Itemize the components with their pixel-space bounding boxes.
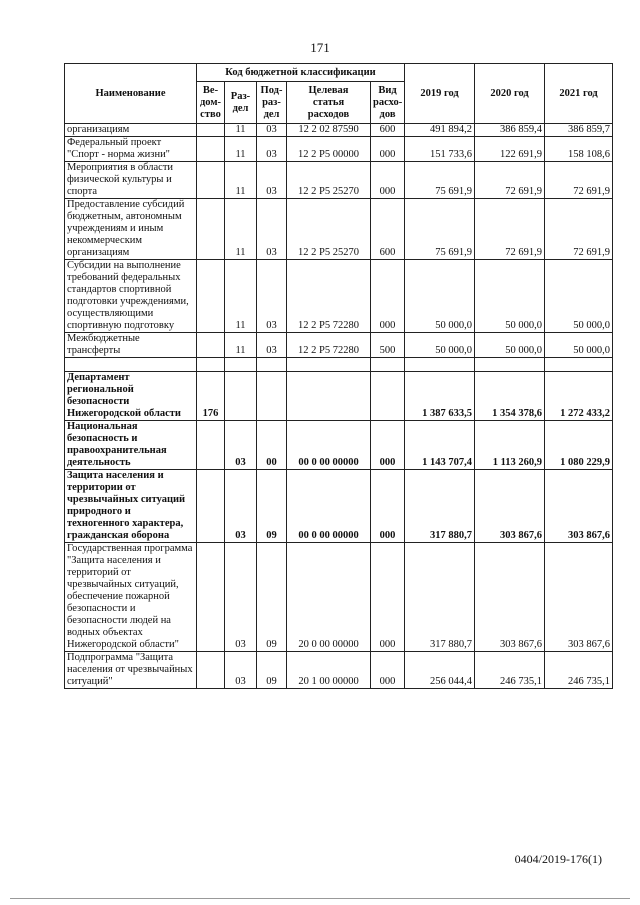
cell-name: Федеральный проект "Спорт - норма жизни" xyxy=(65,137,197,162)
cell-2021: 303 867,6 xyxy=(545,543,613,652)
cell-2019: 317 880,7 xyxy=(405,470,475,543)
cell-vid: 000 xyxy=(371,543,405,652)
cell-2019: 1 387 633,5 xyxy=(405,372,475,421)
cell-razdel: 11 xyxy=(225,199,257,260)
header-2019: 2019 год xyxy=(405,64,475,124)
cell-target: 20 0 00 00000 xyxy=(287,543,371,652)
cell-2021: 50 000,0 xyxy=(545,333,613,358)
table-row xyxy=(65,260,613,333)
cell-name: Департамент региональной безопасности Нижегородской области xyxy=(65,372,197,421)
cell-target: 12 2 P5 00000 xyxy=(287,137,371,162)
header-ved: Ве- дом- ство xyxy=(197,82,225,124)
table-row xyxy=(65,652,613,689)
header-name: Наименование xyxy=(65,64,197,124)
cell-2020: 50 000,0 xyxy=(475,260,545,333)
cell-2020 xyxy=(475,358,545,372)
cell-ved xyxy=(197,162,225,199)
cell-name: Национальная безопасность и правоохранительная деятельность xyxy=(65,421,197,470)
cell-podrazdel xyxy=(257,358,287,372)
cell-target: 12 2 02 87590 xyxy=(287,124,371,137)
cell-2021: 1 272 433,2 xyxy=(545,372,613,421)
cell-2021: 50 000,0 xyxy=(545,260,613,333)
cell-razdel: 03 xyxy=(225,421,257,470)
cell-2021: 72 691,9 xyxy=(545,162,613,199)
cell-ved xyxy=(197,137,225,162)
cell-name: организациям xyxy=(65,124,197,137)
cell-2021 xyxy=(545,358,613,372)
cell-name: Межбюджетные трансферты xyxy=(65,333,197,358)
cell-2021: 72 691,9 xyxy=(545,199,613,260)
cell-target: 12 2 P5 72280 xyxy=(287,333,371,358)
cell-2020: 72 691,9 xyxy=(475,199,545,260)
bottom-rule xyxy=(10,898,630,899)
cell-target xyxy=(287,372,371,421)
document-code: 0404/2019-176(1) xyxy=(514,852,602,866)
cell-podrazdel: 09 xyxy=(257,652,287,689)
budget-table-body xyxy=(65,124,613,689)
cell-ved xyxy=(197,358,225,372)
cell-razdel: 11 xyxy=(225,162,257,199)
cell-podrazdel: 03 xyxy=(257,199,287,260)
cell-ved xyxy=(197,333,225,358)
cell-ved xyxy=(197,652,225,689)
cell-2020: 1 113 260,9 xyxy=(475,421,545,470)
cell-ved xyxy=(197,543,225,652)
cell-2020: 1 354 378,6 xyxy=(475,372,545,421)
table-row xyxy=(65,372,613,421)
cell-podrazdel: 03 xyxy=(257,124,287,137)
cell-2019: 50 000,0 xyxy=(405,333,475,358)
cell-2021: 1 080 229,9 xyxy=(545,421,613,470)
cell-podrazdel: 03 xyxy=(257,162,287,199)
cell-name: Субсидии на выполнение требований федеральных стандартов спортивной подготовки учреждениями, осуществляющими спортивную подготовку xyxy=(65,260,197,333)
cell-ved xyxy=(197,421,225,470)
cell-2021: 386 859,7 xyxy=(545,124,613,137)
cell-ved xyxy=(197,470,225,543)
cell-vid: 000 xyxy=(371,470,405,543)
cell-2020: 50 000,0 xyxy=(475,333,545,358)
table-row xyxy=(65,137,613,162)
cell-target: 12 2 P5 72280 xyxy=(287,260,371,333)
cell-2020: 72 691,9 xyxy=(475,162,545,199)
cell-ved xyxy=(197,199,225,260)
cell-vid xyxy=(371,358,405,372)
header-vid: Вид расхо- дов xyxy=(371,82,405,124)
cell-2019: 317 880,7 xyxy=(405,543,475,652)
cell-2019: 151 733,6 xyxy=(405,137,475,162)
cell-vid: 600 xyxy=(371,199,405,260)
cell-2020: 303 867,6 xyxy=(475,543,545,652)
cell-name xyxy=(65,358,197,372)
cell-vid: 000 xyxy=(371,137,405,162)
header-razdel: Раз- дел xyxy=(225,82,257,124)
cell-podrazdel: 00 xyxy=(257,421,287,470)
cell-podrazdel: 03 xyxy=(257,137,287,162)
cell-2019: 1 143 707,4 xyxy=(405,421,475,470)
table-row xyxy=(65,124,613,137)
cell-2019: 75 691,9 xyxy=(405,162,475,199)
cell-razdel: 03 xyxy=(225,543,257,652)
cell-razdel: 11 xyxy=(225,124,257,137)
cell-podrazdel: 03 xyxy=(257,260,287,333)
table-row xyxy=(65,358,613,372)
cell-target: 00 0 00 00000 xyxy=(287,421,371,470)
cell-vid: 600 xyxy=(371,124,405,137)
table-row xyxy=(65,162,613,199)
cell-razdel: 03 xyxy=(225,652,257,689)
cell-podrazdel: 09 xyxy=(257,543,287,652)
table-row xyxy=(65,421,613,470)
cell-name: Защита населения и территории от чрезвычайных ситуаций природного и техногенного характера, гражданская оборона xyxy=(65,470,197,543)
cell-razdel: 11 xyxy=(225,333,257,358)
page-number: 171 xyxy=(310,40,330,55)
header-2021: 2021 год xyxy=(545,64,613,124)
cell-ved: 176 xyxy=(197,372,225,421)
cell-2020: 122 691,9 xyxy=(475,137,545,162)
cell-target: 20 1 00 00000 xyxy=(287,652,371,689)
cell-podrazdel xyxy=(257,372,287,421)
cell-vid: 500 xyxy=(371,333,405,358)
cell-target: 00 0 00 00000 xyxy=(287,470,371,543)
cell-name: Государственная программа "Защита населения и территорий от чрезвычайных ситуаций, обеспечение пожарной безопасности и безопасности людей на водных объектах Нижегородской области" xyxy=(65,543,197,652)
cell-target xyxy=(287,358,371,372)
header-2020: 2020 год xyxy=(475,64,545,124)
cell-target: 12 2 P5 25270 xyxy=(287,199,371,260)
cell-razdel: 11 xyxy=(225,137,257,162)
table-row xyxy=(65,333,613,358)
cell-2020: 386 859,4 xyxy=(475,124,545,137)
header-classification-group: Код бюджетной классификации xyxy=(197,64,405,82)
cell-podrazdel: 09 xyxy=(257,470,287,543)
cell-razdel: 11 xyxy=(225,260,257,333)
cell-ved xyxy=(197,124,225,137)
cell-vid: 000 xyxy=(371,652,405,689)
cell-2019: 75 691,9 xyxy=(405,199,475,260)
header-target: Целевая статья расходов xyxy=(287,82,371,124)
header-podrazdel: Под- раз- дел xyxy=(257,82,287,124)
cell-podrazdel: 03 xyxy=(257,333,287,358)
cell-vid: 000 xyxy=(371,421,405,470)
cell-2021: 158 108,6 xyxy=(545,137,613,162)
cell-2019: 256 044,4 xyxy=(405,652,475,689)
cell-2019 xyxy=(405,358,475,372)
cell-ved xyxy=(197,260,225,333)
cell-razdel xyxy=(225,372,257,421)
cell-name: Предоставление субсидий бюджетным, автономным учреждениям и иным некоммерческим организациям xyxy=(65,199,197,260)
cell-razdel xyxy=(225,358,257,372)
cell-razdel: 03 xyxy=(225,470,257,543)
cell-name: Мероприятия в области физической культуры и спорта xyxy=(65,162,197,199)
table-row xyxy=(65,543,613,652)
cell-name: Подпрограмма "Защита населения от чрезвычайных ситуаций" xyxy=(65,652,197,689)
cell-2021: 303 867,6 xyxy=(545,470,613,543)
cell-2019: 491 894,2 xyxy=(405,124,475,137)
table-row xyxy=(65,199,613,260)
cell-2020: 303 867,6 xyxy=(475,470,545,543)
budget-table xyxy=(64,63,613,689)
table-row xyxy=(65,470,613,543)
cell-2020: 246 735,1 xyxy=(475,652,545,689)
cell-2019: 50 000,0 xyxy=(405,260,475,333)
cell-2021: 246 735,1 xyxy=(545,652,613,689)
cell-vid: 000 xyxy=(371,260,405,333)
cell-vid: 000 xyxy=(371,162,405,199)
cell-vid xyxy=(371,372,405,421)
cell-target: 12 2 P5 25270 xyxy=(287,162,371,199)
